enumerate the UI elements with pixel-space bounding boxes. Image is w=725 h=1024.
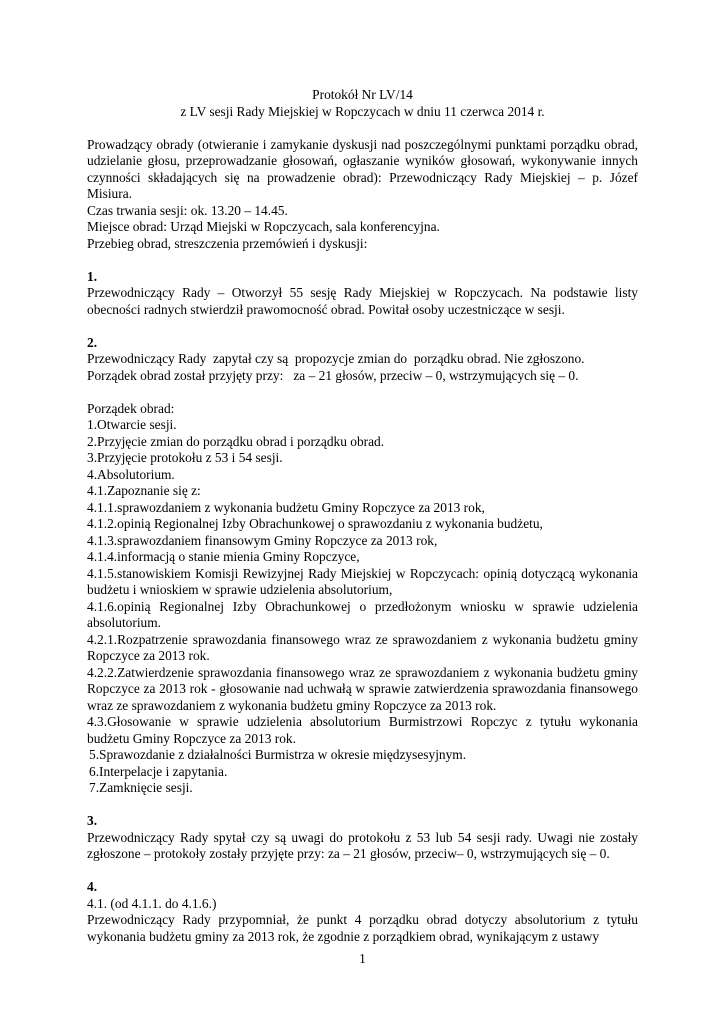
session-course: Przebieg obrad, streszczenia przemówień i dyskusji: <box>87 235 368 251</box>
agenda-item: 4.2.1.Rozpatrzenie sprawozdania finansowego wraz ze sprawozdaniem z wykonania budżetu gminy Ropczyce za 2013 rok. <box>87 631 638 663</box>
agenda-item: 1.Otwarcie sesji. <box>87 417 177 432</box>
section-4-text: Przewodniczący Rady przypomniał, że punkt 4 porządku obrad dotyczy absolutorium z tytułu wykonania budżetu gminy za 2013 rok, że zgodnie z porządkiem obrad, wynikającym z ustawy <box>87 912 638 944</box>
document-subtitle: z LV sesji Rady Miejskiej w Ropczycach w dniu 11 czerwca 2014 r. <box>180 103 545 119</box>
chair-paragraph: Prowadzący obrady (otwieranie i zamykanie dyskusji nad poszczególnymi punktami porządku obrad, udzielanie głosu, przeprowadzanie głosowań, ogłaszanie wyników głosowań, wykonywanie innych czynności składających się na prowadzenie obrad): Przewodniczący Rady Miejskiej – p. Józef Misiura. <box>87 136 638 201</box>
agenda-item: 6.Interpelacje i zapytania. <box>89 763 228 779</box>
section-4-subheading: 4.1. (od 4.1.1. do 4.1.6.) <box>87 895 217 911</box>
section-1-text: Przewodniczący Rady – Otworzył 55 sesję Rady Miejskiej w Ropczycach. Na podstawie listy obecności radnych stwierdził prawomocność obrad. Powitał osoby uczestniczące w sesji. <box>87 285 638 317</box>
agenda-item: 4.1.Zapoznanie się z: <box>87 483 201 498</box>
agenda-item: 3.Przyjęcie protokołu z 53 i 54 sesji. <box>87 450 283 465</box>
agenda-item: 5.Sprawozdanie z działalności Burmistrza w okresie międzysesyjnym. <box>89 747 467 762</box>
agenda-item: 4.1.4.informacją o stanie mienia Gminy Ropczyce, <box>87 549 360 564</box>
document-title: Protokół Nr LV/14 <box>312 87 413 102</box>
agenda-item: 4.3.Głosowanie w sprawie udzielenia absolutorium Burmistrzowi Ropczyc z tytułu wykonania budżetu Gminy Ropczyce za 2013 rok. <box>87 714 638 746</box>
agenda-item: 4.1.1.sprawozdaniem z wykonania budżetu Gminy Ropczyce za 2013 rok, <box>87 499 485 515</box>
section-3-text: Przewodniczący Rady spytał czy są uwagi do protokołu z 53 lub 54 sesji rady. Uwagi nie zostały zgłoszone – protokoły zostały przyjęte przy: za – 21 głosów, przeciw– 0, wstrzymujących się – 0. <box>87 829 638 861</box>
page-number: 1 <box>359 951 366 966</box>
section-4-number: 4. <box>87 879 98 894</box>
session-duration: Czas trwania sesji: ok. 13.20 – 14.45. <box>87 202 288 218</box>
section-3-number: 3. <box>87 813 98 828</box>
agenda-item: 4.1.5.stanowiskiem Komisji Rewizyjnej Rady Miejskiej w Ropczycach: opinią dotyczącą wykonania budżetu i wnioskiem w sprawie udzielenia absolutorium, <box>87 565 638 597</box>
agenda-heading: Porządek obrad: <box>87 400 175 416</box>
agenda-item: 2.Przyjęcie zmian do porządku obrad i porządku obrad. <box>87 433 385 449</box>
session-place: Miejsce obrad: Urząd Miejski w Ropczycach, sala konferencyjna. <box>87 219 440 234</box>
agenda-item: 4.1.2.opinią Regionalnej Izby Obrachunkowej o sprawozdaniu z wykonania budżetu, <box>87 516 543 531</box>
agenda-item: 4.1.3.sprawozdaniem finansowym Gminy Ropczyce za 2013 rok, <box>87 532 438 548</box>
document-page <box>87 87 638 945</box>
section-2-line-1: Przewodniczący Rady zapytał czy są propozycje zmian do porządku obrad. Nie zgłoszono. <box>87 351 585 366</box>
agenda-item: 4.Absolutorium. <box>87 466 175 482</box>
section-1-number: 1. <box>87 268 98 284</box>
agenda-item: 4.2.2.Zatwierdzenie sprawozdania finansowego wraz ze sprawozdaniem z wykonania budżetu gminy Ropczyce za 2013 rok - głosowanie nad uchwałą w sprawie zatwierdzenia sprawozdania finansowego wraz ze sprawozdaniem z wykonania budżetu gminy Ropczyce za 2013 rok. <box>87 664 638 713</box>
agenda-item: 4.1.6.opinią Regionalnej Izby Obrachunkowej o przedłożonym wniosku w sprawie udzielenia absolutorium. <box>87 598 638 630</box>
section-2-number: 2. <box>87 334 98 350</box>
section-2-line-2: Porządek obrad został przyjęty przy: za – 21 głosów, przeciw – 0, wstrzymujących się – 0. <box>87 367 579 383</box>
agenda-item: 7.Zamknięcie sesji. <box>89 780 193 795</box>
